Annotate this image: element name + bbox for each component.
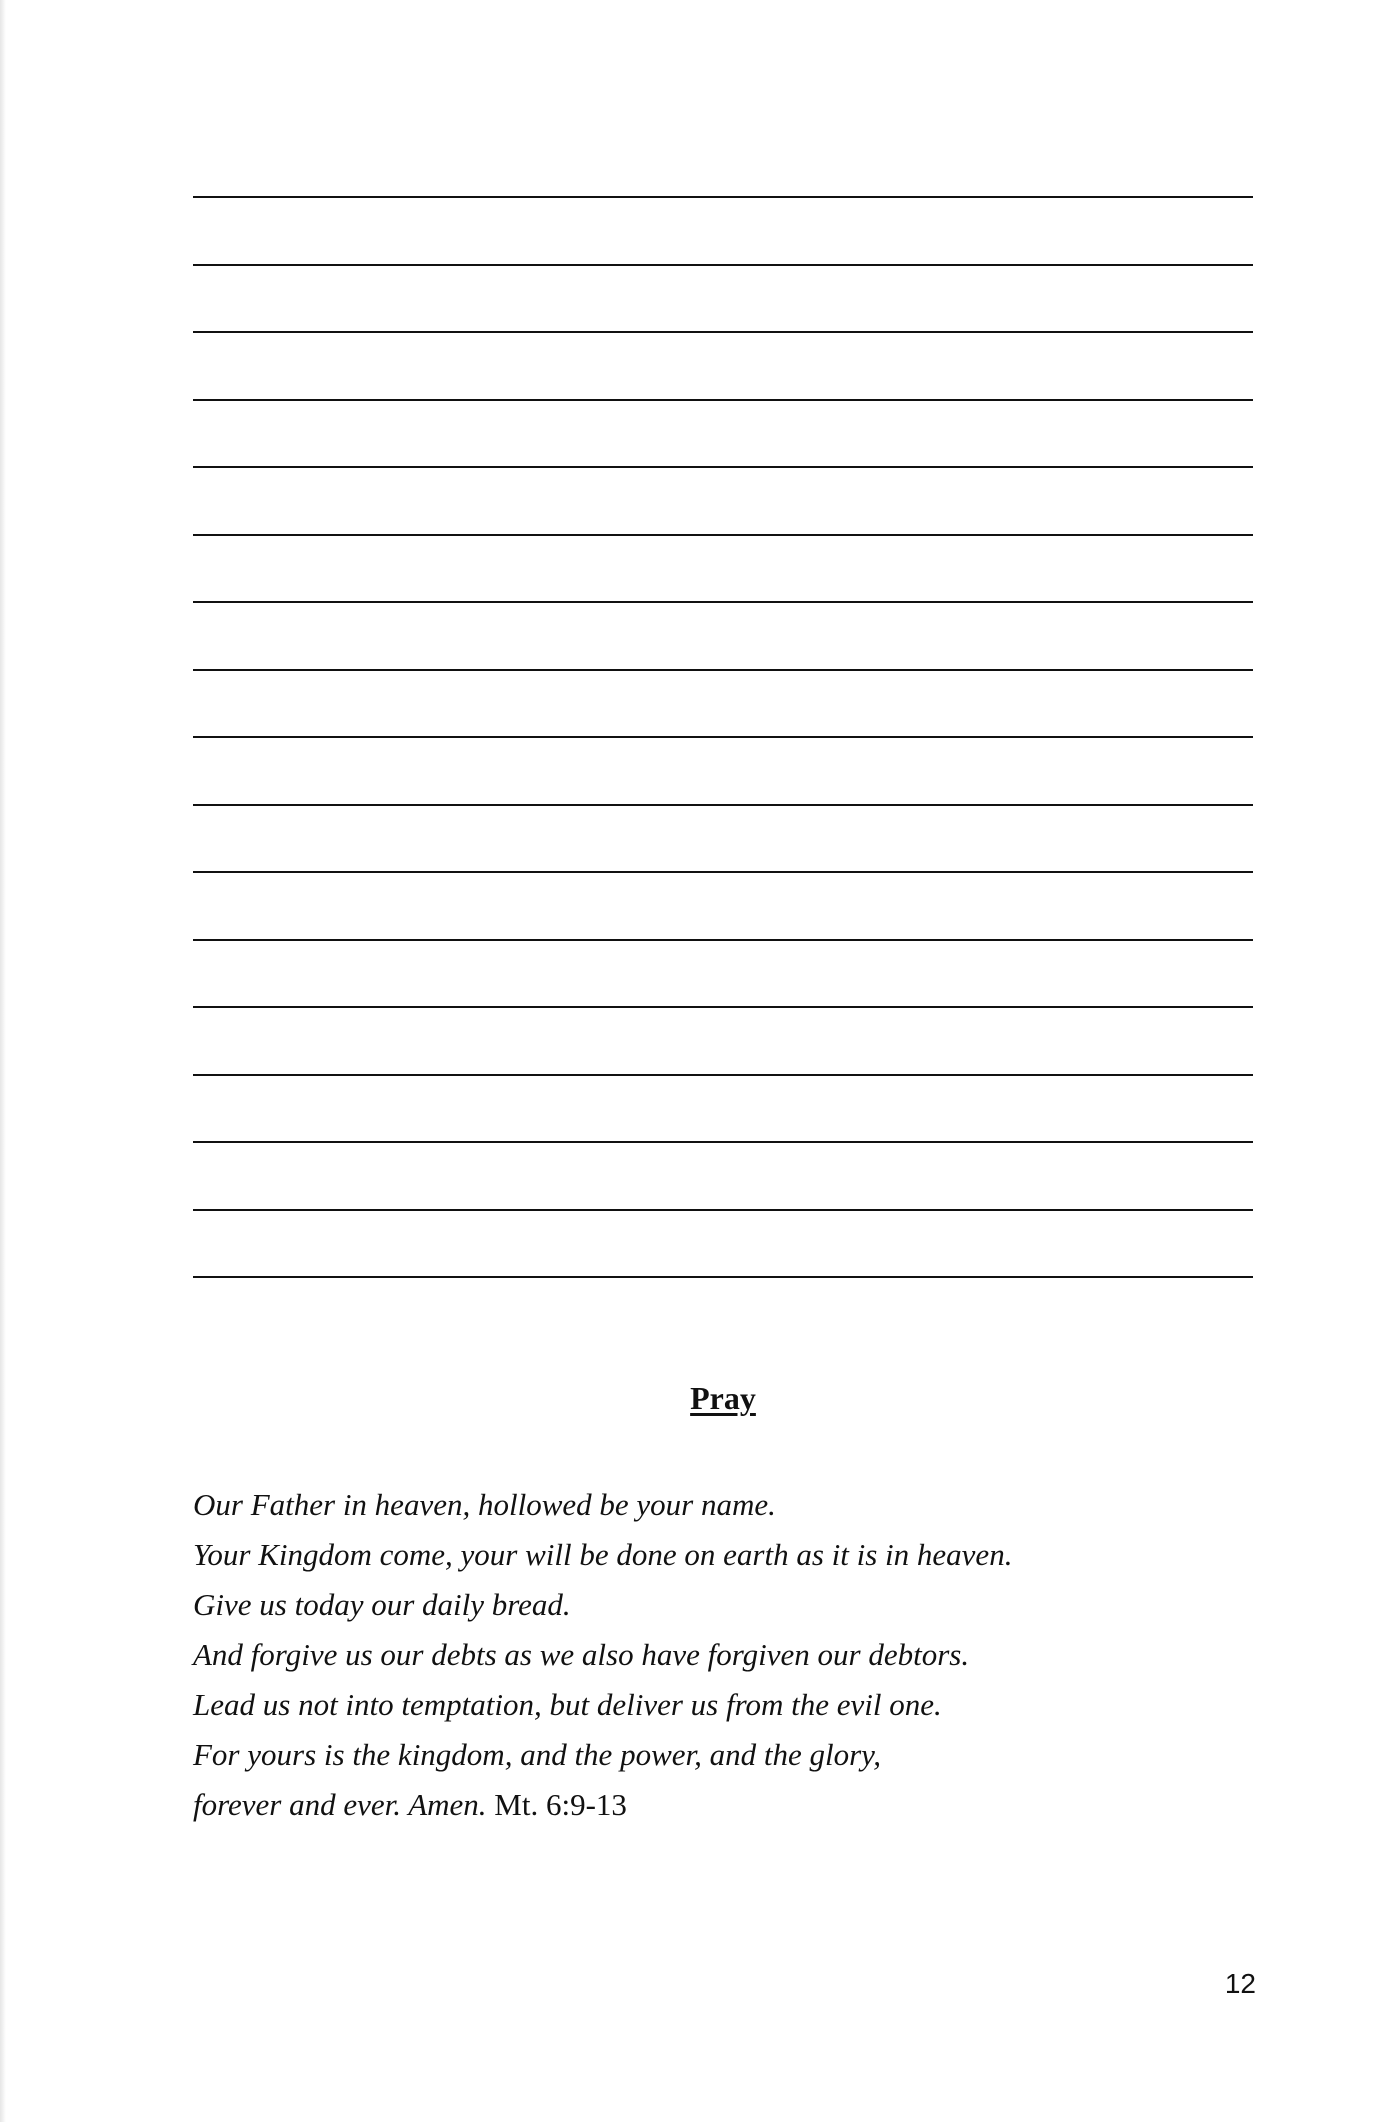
page-number: 12 — [1224, 1968, 1256, 1999]
scripture-citation: Mt. 6:9-13 — [494, 1787, 627, 1822]
prayer-line-final — [193, 1780, 1253, 1830]
prayer-line: And forgive us our debts as we also have forgiven our debtors. — [193, 1637, 970, 1672]
prayer-line: Lead us not into temptation, but deliver us from the evil one. — [193, 1687, 942, 1722]
writing-line[interactable] — [193, 1209, 1253, 1211]
writing-line[interactable] — [193, 1074, 1253, 1076]
writing-line[interactable] — [193, 1141, 1253, 1143]
writing-line[interactable] — [193, 331, 1253, 333]
writing-lines — [193, 0, 1253, 1300]
prayer-line: Our Father in heaven, hollowed be your name. — [193, 1487, 776, 1522]
writing-line[interactable] — [193, 196, 1253, 198]
writing-line[interactable] — [193, 669, 1253, 671]
prayer-line: Give us today our daily bread. — [193, 1587, 571, 1622]
page-edge-shadow — [0, 0, 6, 2122]
writing-line[interactable] — [193, 736, 1253, 738]
writing-line[interactable] — [193, 264, 1253, 266]
section-heading: Pray — [690, 1380, 756, 1416]
writing-line[interactable] — [193, 939, 1253, 941]
writing-line[interactable] — [193, 871, 1253, 873]
prayer-text — [193, 1480, 1253, 1830]
prayer-line: For yours is the kingdom, and the power, and the glory, — [193, 1737, 881, 1772]
writing-line[interactable] — [193, 804, 1253, 806]
writing-line[interactable] — [193, 466, 1253, 468]
prayer-line: Your Kingdom come, your will be done on earth as it is in heaven. — [193, 1537, 1013, 1572]
writing-line[interactable] — [193, 399, 1253, 401]
prayer-line-text: forever and ever. Amen. — [193, 1787, 487, 1822]
writing-line[interactable] — [193, 601, 1253, 603]
writing-line[interactable] — [193, 534, 1253, 536]
writing-line[interactable] — [193, 1276, 1253, 1278]
writing-line[interactable] — [193, 1006, 1253, 1008]
